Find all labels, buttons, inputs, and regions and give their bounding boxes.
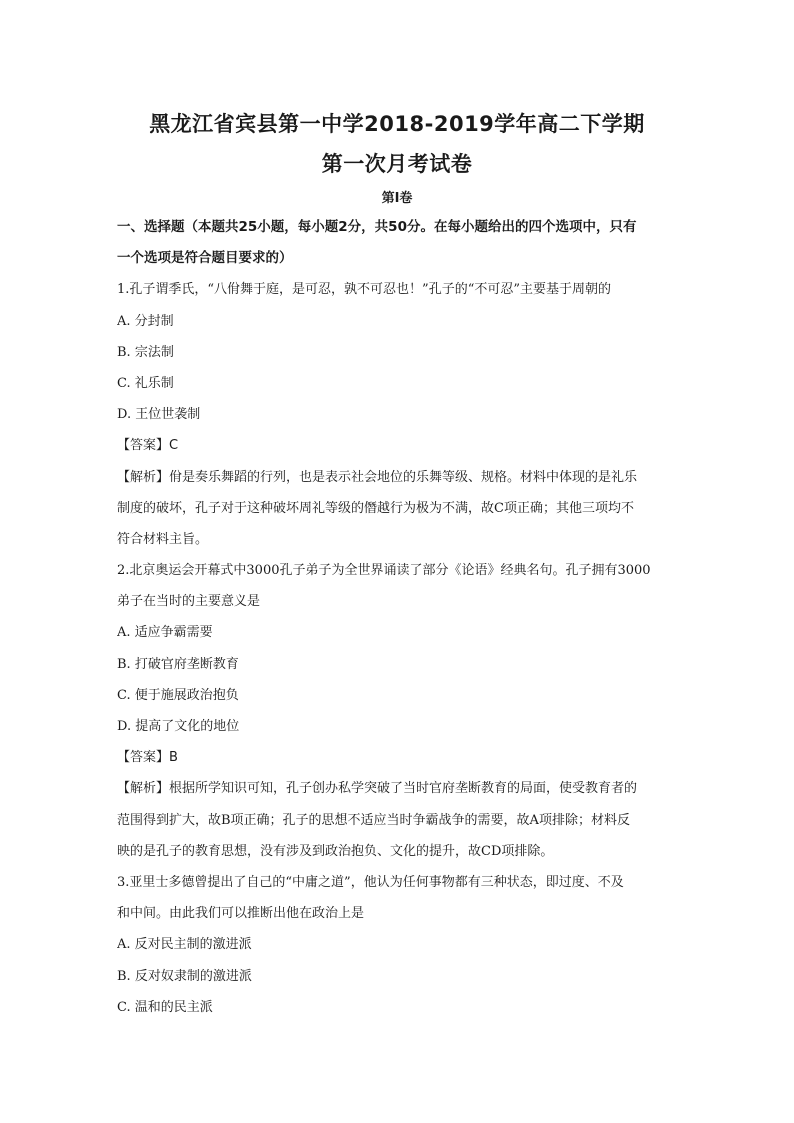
question-stem: 3.亚里士多德曾提出了自己的“中庸之道”，他认为任何事物都有三种状态，即过度、不及 xyxy=(117,874,624,890)
option-a: A. 分封制 xyxy=(117,313,174,329)
option-c: C. 礼乐制 xyxy=(117,375,174,391)
option-b: B. 宗法制 xyxy=(117,344,174,360)
section-heading-line2: 一个选项是符合题目要求的） xyxy=(117,250,293,267)
analysis-line: 符合材料主旨。 xyxy=(117,531,209,547)
option-b: B. 打破官府垄断教育 xyxy=(117,656,239,672)
question-2 xyxy=(117,555,680,867)
analysis-line: 【解析】佾是奏乐舞蹈的行列，也是表示社会地位的乐舞等级、规格。材料中体现的是礼乐 xyxy=(117,469,638,485)
question-1 xyxy=(117,274,680,555)
answer: 【答案】B xyxy=(117,750,178,766)
option-a: A. 适应争霸需要 xyxy=(117,625,213,641)
answer: 【答案】C xyxy=(117,438,179,454)
option-a: A. 反对民主制的激进派 xyxy=(117,937,252,953)
question-stem: 1.孔子谓季氏，“八佾舞于庭，是可忍，孰不可忍也！”孔子的“不可忍”主要基于周朝的 xyxy=(117,282,611,298)
analysis-line: 范围得到扩大，故B项正确；孔子的思想不适应当时争霸战争的需要，故A项排除；材料反 xyxy=(117,812,630,828)
question-stem: 和中间。由此我们可以推断出他在政治上是 xyxy=(117,906,365,922)
analysis-line: 映的是孔子的教育思想，没有涉及到政治抱负、文化的提升，故CD项排除。 xyxy=(117,843,554,859)
option-b: B. 反对奴隶制的激进派 xyxy=(117,968,252,984)
analysis-line: 【解析】根据所学知识可知，孔子创办私学突破了当时官府垄断教育的局面，使受教育者的 xyxy=(117,781,638,797)
analysis-line: 制度的破坏，孔子对于这种破坏周礼等级的僭越行为极为不满，故C项正确；其他三项均不 xyxy=(117,500,634,516)
option-d: D. 提高了文化的地位 xyxy=(117,719,240,734)
exam-title-line1: 黑龙江省宾县第一中学2018-2019学年高二下学期 xyxy=(149,112,645,136)
question-stem: 弟子在当时的主要意义是 xyxy=(117,594,261,610)
exam-body xyxy=(117,212,680,1023)
question-stem: 2.北京奥运会开幕式中3000孔子弟子为全世界诵读了部分《论语》经典名句。孔子拥有3000 xyxy=(117,563,651,579)
exam-title-line2: 第一次月考试卷 xyxy=(321,152,473,176)
option-c: C. 便于施展政治抱负 xyxy=(117,687,239,703)
section-heading-line1: 一、选择题（本题共25小题，每小题2分，共50分。在每小题给出的四个选项中，只有 xyxy=(117,219,637,235)
volume-label: 第Ⅰ卷 xyxy=(381,191,413,206)
question-3 xyxy=(117,867,680,1023)
option-c: C. 温和的民主派 xyxy=(117,999,213,1015)
option-d: D. 王位世袭制 xyxy=(117,407,201,423)
